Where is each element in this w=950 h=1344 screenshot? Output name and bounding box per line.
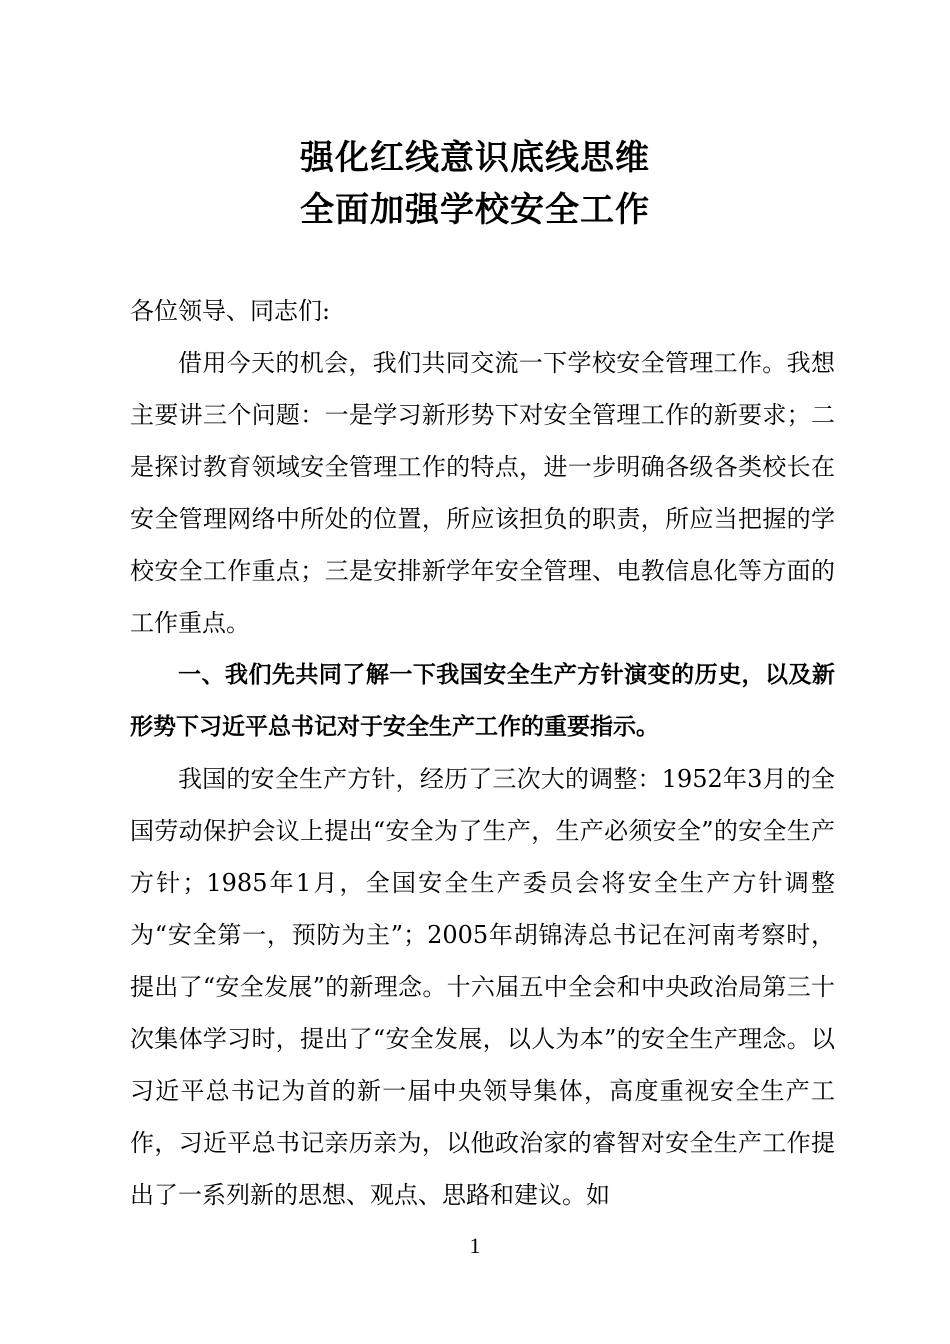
page-number: 1	[469, 1233, 481, 1258]
section-heading-1: 一、我们先共同了解一下我国安全生产方针演变的历史，以及新形势下习近平总书记对于安全生产工作的重要指示。	[130, 662, 835, 740]
document-title-line-1: 强化红线意识底线思维	[300, 138, 650, 178]
paragraph-history: 我国的安全生产方针，经历了三次大的调整：1952年3月的全国劳动保护会议上提出“安全为了生产，生产必须安全”的安全生产方针；1985年1月，全国安全生产委员会将安全生产方针调整为“安全第一，预防为主”；2005年胡锦涛总书记在河南考察时，提出了“安全发展”的新理念。十六届五中全会和中央政治局第三十次集体学习时，提出了“安全发展，以人为本”的安全生产理念。以习近平总书记为首的新一届中央领导集体，高度重视安全生产工作，习近平总书记亲历亲为，以他政治家的睿智对安全生产工作提出了一系列新的思想、观点、思路和建议。如	[130, 765, 835, 1209]
paragraph-intro: 借用今天的机会，我们共同交流一下学校安全管理工作。我想主要讲三个问题：一是学习新形势下对安全管理工作的新要求；二是探讨教育领域安全管理工作的特点，进一步明确各级各类校长在安全管理网络中所处的位置，所应该担负的职责，所应当把握的学校安全工作重点；三是安排新学年安全管理、电教信息化等方面的工作重点。	[130, 349, 835, 637]
document-title-line-2: 全面加强学校安全工作	[300, 190, 650, 230]
document-body	[130, 285, 835, 1221]
salutation: 各位领导、同志们:	[130, 297, 331, 325]
